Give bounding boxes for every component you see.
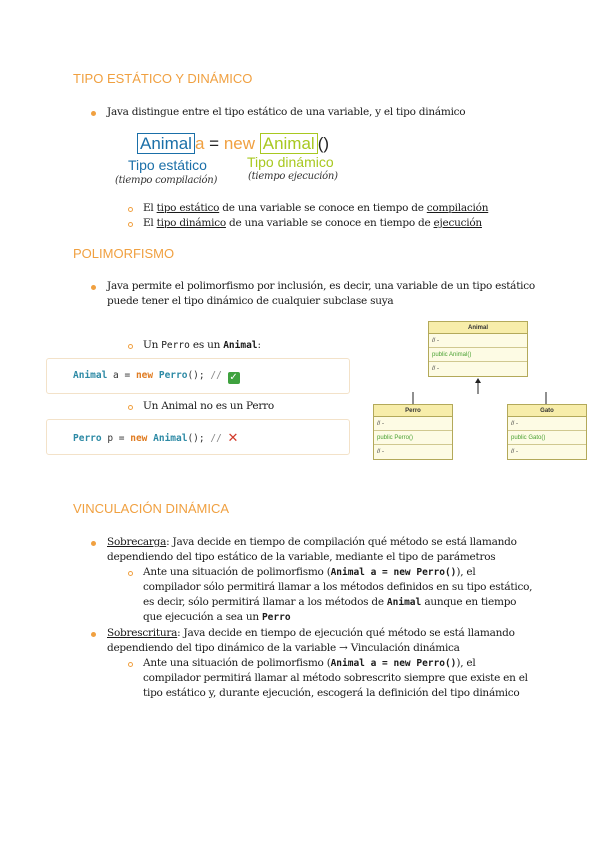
bullet-icon [91, 541, 96, 546]
code-block-valid [46, 358, 350, 394]
sub-bullet-icon [128, 207, 133, 212]
sobrecarga-line2: dependiendo del tipo estático de la variable, mediante el tipo de parámetros [107, 551, 496, 563]
dynamic-type-box: Animal [260, 133, 318, 154]
sobrescritura-line2: dependiendo del tipo dinámico de la variable → Vinculación dinámica [107, 642, 460, 654]
sobrecarga-sub-l2: compilador sólo permitirá llamar a los métodos definidos en su tipo estático, [143, 581, 533, 593]
poli-bullet-line2: puede tener el tipo dinámico de cualquier subclase suya [107, 295, 394, 307]
cross-icon: ✕ [227, 431, 239, 446]
code-block-invalid [46, 419, 350, 455]
section-title-poli: POLIMORFISMO [73, 246, 175, 261]
check-icon: ✓ [229, 372, 238, 383]
sobrescritura-sub-l3: tipo estático y, durante ejecución, escogerá la definición del tipo dinámico [143, 687, 520, 699]
sub-bullet-icon [128, 405, 133, 410]
var-name: a [194, 134, 205, 153]
poli-example1: Un Perro es un Animal: [143, 339, 261, 351]
sobrecarga-sub-l4: que ejecución a sea un Perro [143, 611, 291, 623]
sobrecarga-sub-l1: Ante una situación de polimorfismo (Animal a = new Perro()), el [143, 566, 476, 578]
sobrescritura-sub-l1: Ante una situación de polimorfismo (Animal a = new Perro()), el [143, 657, 476, 669]
sub-bullet-icon [128, 662, 133, 667]
dynamic-type-note: (tiempo ejecución) [248, 171, 338, 182]
tipo-bullet-text: Java distingue entre el tipo estático de una variable, y el tipo dinámico [107, 106, 466, 118]
code-line-invalid: Perro p = new Animal(); // ✕ [73, 431, 239, 446]
sobrescritura-sub-l2: compilador permitirá llamar al método sobrescrito siempre que existe en el [143, 672, 528, 684]
parens: () [317, 134, 330, 153]
sub-bullet-icon [128, 571, 133, 576]
uml-inheritance-lines [370, 376, 595, 406]
tipo-sub2: El tipo dinámico de una variable se conoce en tiempo de ejecución [143, 217, 482, 229]
uml-class-animal: Animal // - public Animal() // - [428, 321, 528, 377]
poli-example2: Un Animal no es un Perro [143, 400, 274, 412]
static-type-box: Animal [137, 133, 195, 154]
new-keyword: new [223, 134, 260, 153]
sobrecarga-sub-l3: es decir, sólo permitirá llamar a los métodos de Animal aunque en tiempo [143, 596, 517, 608]
bullet-icon [91, 285, 96, 290]
bullet-icon [91, 632, 96, 637]
uml-class-gato: Gato // - public Gato() // - [507, 404, 587, 460]
section-title-vinc: VINCULACIÓN DINÁMICA [73, 501, 230, 516]
static-type-note: (tiempo compilación) [115, 175, 218, 186]
equals-sign: = [204, 134, 224, 153]
sub-bullet-icon [128, 344, 133, 349]
code-line-valid: Animal a = new Perro(); // ✓ [73, 370, 238, 383]
tipo-sub1: El tipo estático de una variable se conoce en tiempo de compilación [143, 202, 489, 214]
sobrescritura-line1: Sobrescritura: Java decide en tiempo de ejecución qué método se está llamando [107, 627, 515, 639]
sub-bullet-icon [128, 222, 133, 227]
dynamic-type-label: Tipo dinámico [247, 154, 334, 170]
bullet-icon [91, 111, 96, 116]
poli-bullet-line1: Java permite el polimorfismo por inclusión, es decir, una variable de un tipo estático [107, 280, 535, 292]
static-type-label: Tipo estático [128, 157, 207, 173]
uml-class-perro: Perro // - public Perro() // - [373, 404, 453, 460]
section-title-tipo: TIPO ESTÁTICO Y DINÁMICO [73, 71, 253, 86]
sobrecarga-line1: Sobrecarga: Java decide en tiempo de compilación qué método se está llamando [107, 536, 517, 548]
